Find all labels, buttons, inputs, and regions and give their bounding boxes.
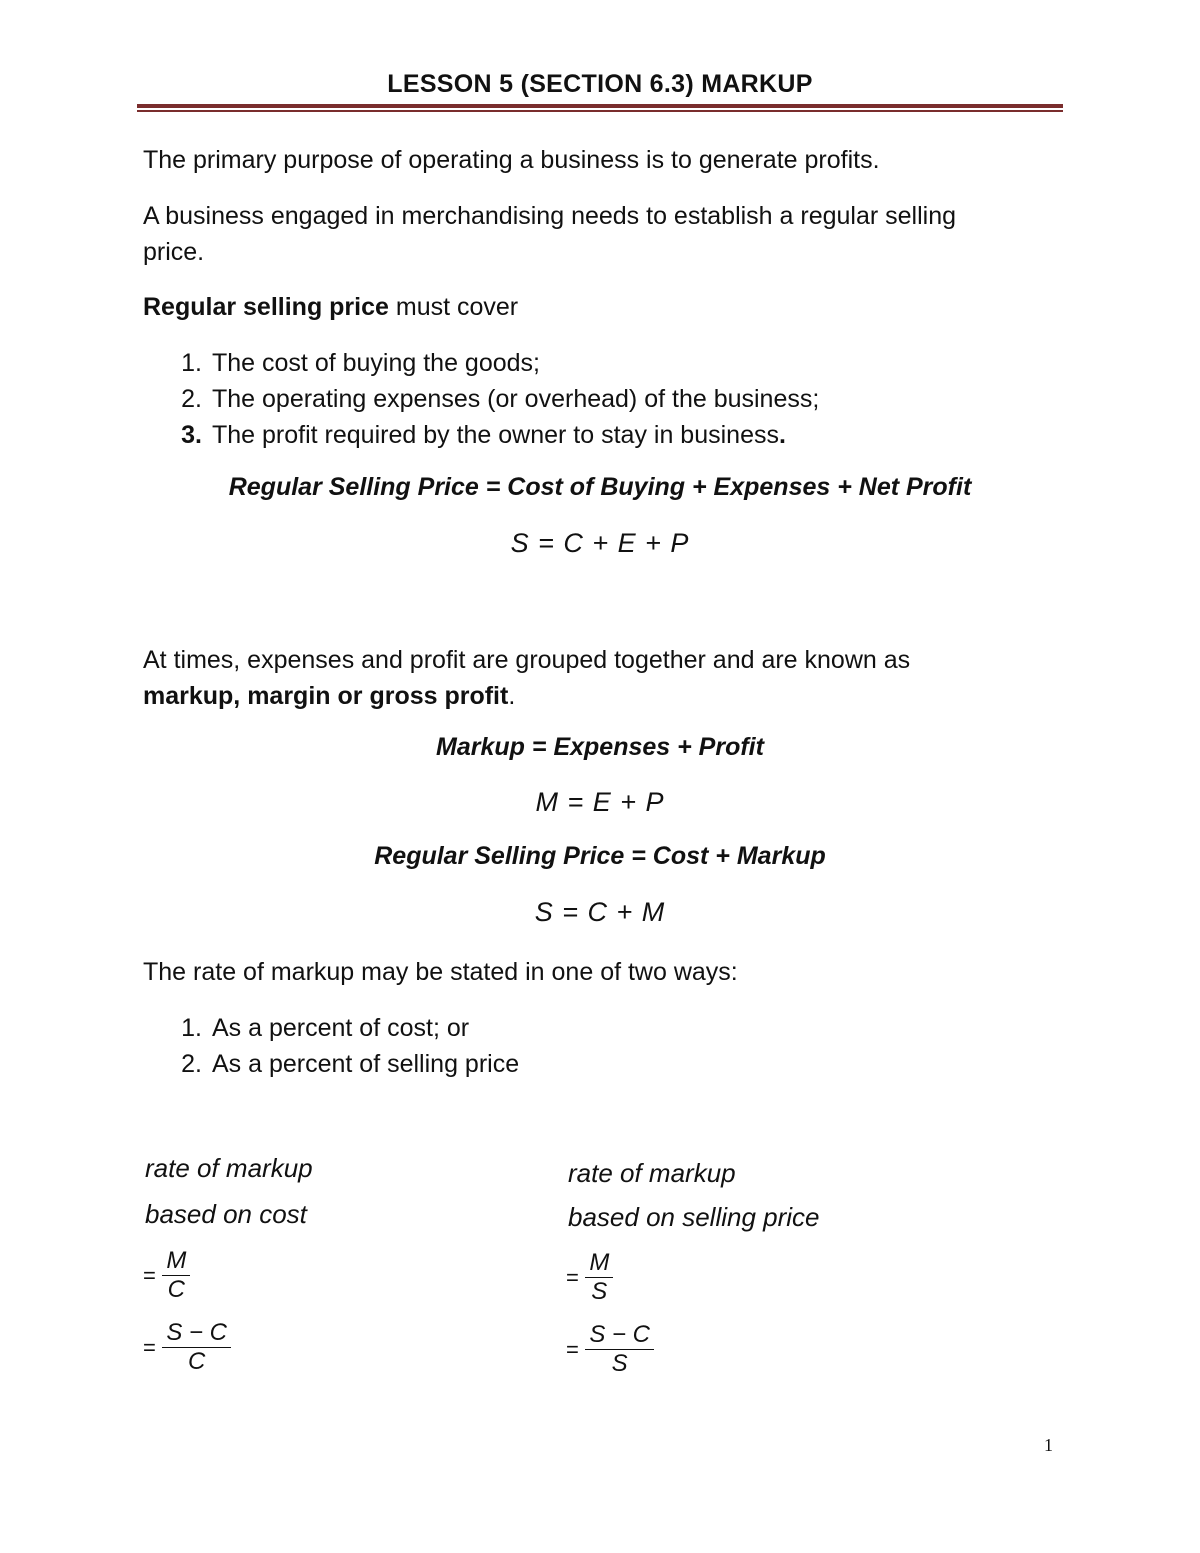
formula-selling-price-math: S = C + E + P [510, 528, 690, 558]
title-rule-thick [137, 104, 1063, 108]
rate-selling-fraction-m-over-s [566, 1249, 613, 1306]
formula-markup-words: Markup = Expenses + Profit [436, 733, 764, 761]
list-text: The operating expenses (or overhead) of the business; [212, 385, 820, 413]
regular-selling-price-term: Regular selling price [143, 293, 389, 321]
rate-selling-label-line2: based on selling price [568, 1202, 820, 1232]
list-item [0, 1010, 1200, 1046]
page-number: 1 [1044, 1435, 1053, 1455]
rate-cost-fraction-s-minus-c-over-c [143, 1319, 231, 1376]
list-text: The profit required by the owner to stay in business [212, 421, 779, 449]
fraction-denominator: C [162, 1275, 190, 1304]
must-cover-text: must cover [388, 293, 519, 321]
list-number: 2. [181, 1050, 202, 1078]
equals-sign: = [566, 1336, 579, 1362]
list-text: As a percent of selling price [212, 1050, 520, 1078]
paragraph-grouped-line2 [143, 678, 515, 714]
fraction-denominator: C [162, 1347, 231, 1376]
list-item [0, 381, 1200, 417]
paragraph-must-cover [143, 289, 518, 325]
equals-sign: = [566, 1264, 579, 1290]
formula-markup-math: M = E + P [535, 787, 665, 817]
formula-cost-plus-markup-words: Regular Selling Price = Cost + Markup [374, 842, 826, 870]
markup-terms: markup, margin or gross profit [143, 682, 509, 710]
page-title: LESSON 5 (SECTION 6.3) MARKUP [387, 70, 813, 98]
rate-cost-label-line1: rate of markup [145, 1153, 313, 1183]
list-item [0, 1046, 1200, 1082]
list-end-period: . [778, 421, 786, 449]
paragraph-purpose: The primary purpose of operating a business is to generate profits. [143, 146, 880, 174]
equals-sign: = [143, 1262, 156, 1288]
formula-cost-plus-markup-math: S = C + M [534, 897, 666, 927]
paragraph-merchandising-line2: price. [143, 238, 205, 266]
fraction-numerator: M [589, 1249, 610, 1276]
title-rule-thin [137, 110, 1063, 112]
list-number: 1. [181, 1014, 202, 1042]
fraction-numerator: S − C [589, 1321, 651, 1348]
rate-cost-label-line2: based on cost [145, 1199, 307, 1229]
fraction-numerator: S − C [166, 1319, 228, 1346]
rate-cost-fraction-m-over-c [143, 1247, 190, 1304]
list-item [0, 417, 1200, 453]
list-number: 2. [181, 385, 202, 413]
list-number: 1. [181, 349, 202, 377]
fraction-numerator: M [166, 1247, 187, 1274]
paragraph-rate-intro: The rate of markup may be stated in one of two ways: [143, 958, 738, 986]
grouped-end-period: . [508, 682, 516, 710]
fraction-denominator: S [585, 1349, 654, 1378]
paragraph-grouped-line1: At times, expenses and profit are grouped together and are known as [143, 646, 911, 674]
equals-sign: = [143, 1334, 156, 1360]
list-text: The cost of buying the goods; [212, 349, 540, 377]
list-item [0, 345, 1200, 381]
paragraph-merchandising-line1: A business engaged in merchandising needs to establish a regular selling [143, 202, 957, 230]
rate-selling-label-line1: rate of markup [568, 1158, 736, 1188]
list-text: As a percent of cost; or [212, 1014, 470, 1042]
list-number: 3. [181, 421, 202, 449]
rate-selling-fraction-s-minus-c-over-s [566, 1321, 654, 1378]
formula-selling-price-words: Regular Selling Price = Cost of Buying + Expenses + Net Profit [228, 473, 972, 501]
fraction-denominator: S [585, 1277, 613, 1306]
